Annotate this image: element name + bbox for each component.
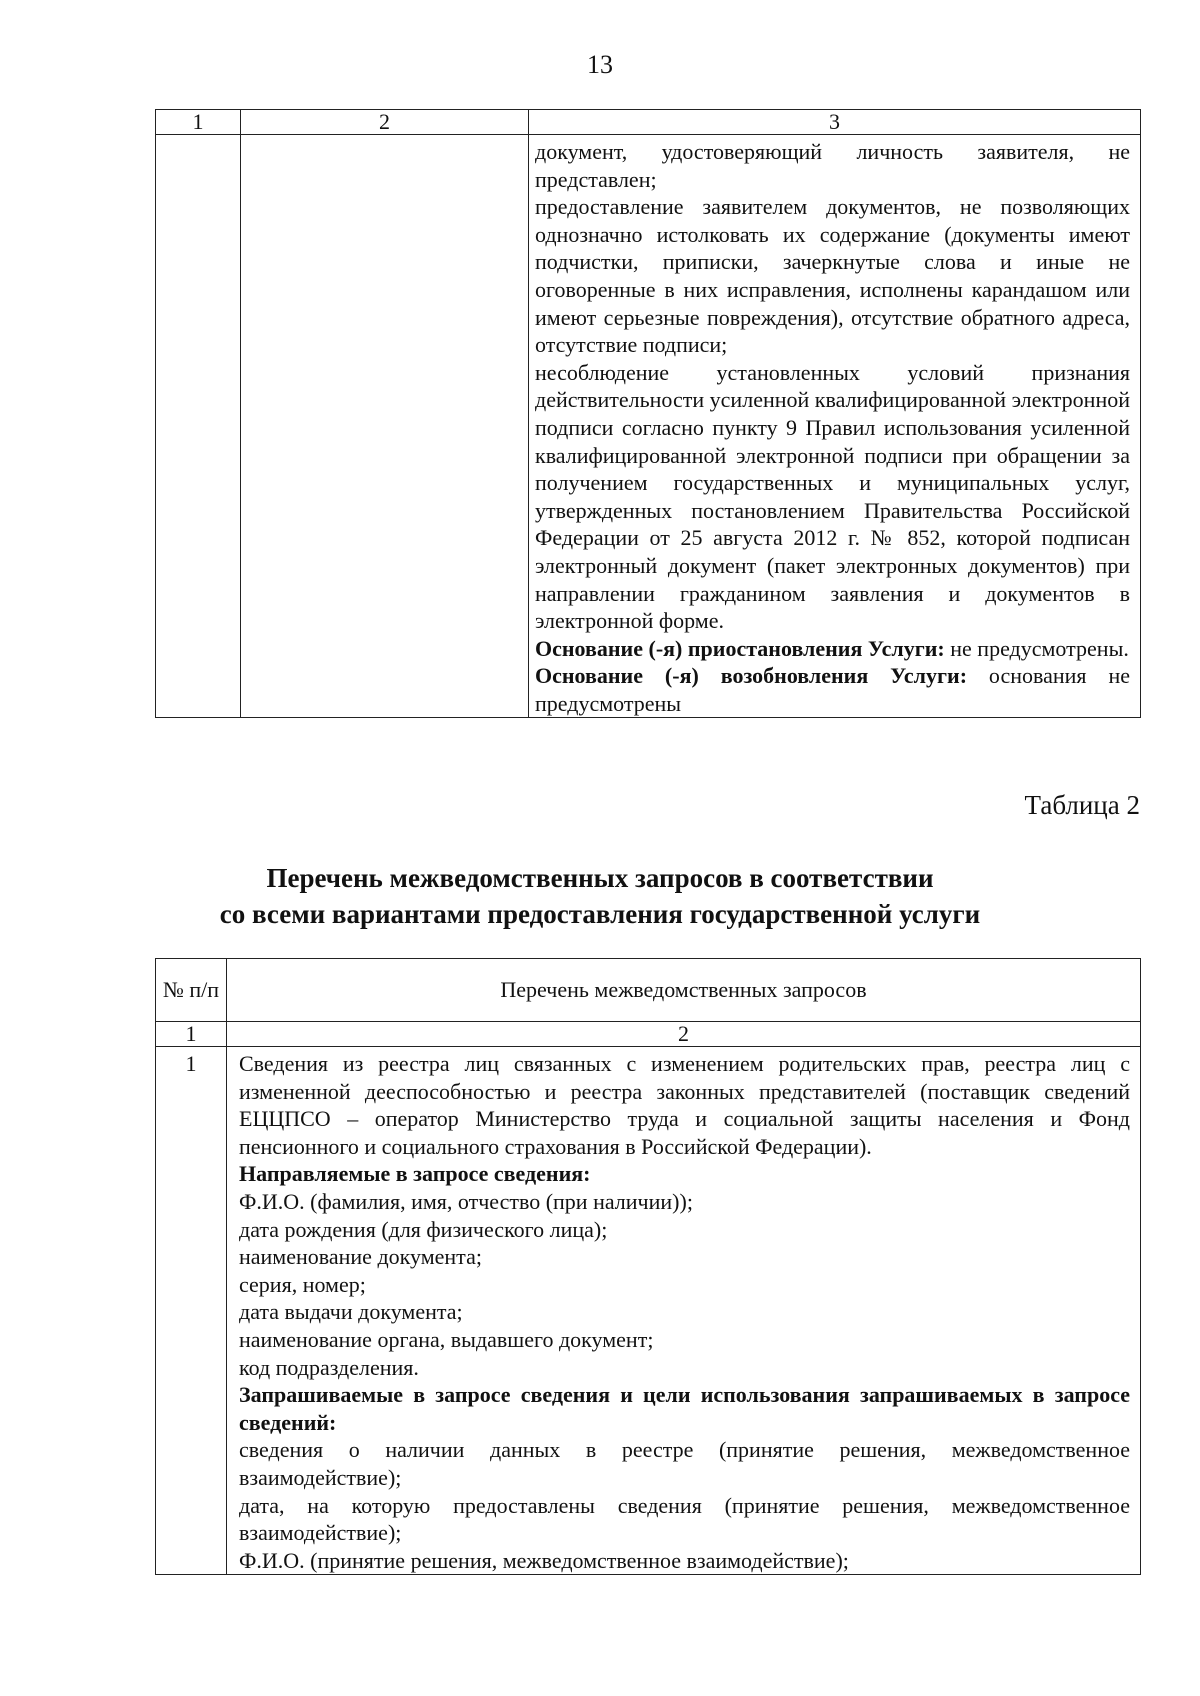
table2-index-1: 1 — [156, 1022, 227, 1047]
table1-col2-header: 2 — [241, 110, 529, 135]
resumption-basis-text: основания не предусмотрены — [535, 663, 1130, 716]
table1-cell2 — [241, 135, 529, 718]
sent-data-title — [239, 1160, 1130, 1188]
suspension-basis — [535, 635, 1130, 663]
table2-index-2: 2 — [227, 1022, 1141, 1047]
table1-col1-header: 1 — [156, 110, 241, 135]
table2-title — [0, 860, 1200, 932]
table2-title-line2: со всеми вариантами предоставления государственной услуги — [219, 899, 981, 929]
table2 — [155, 958, 1141, 1575]
table1-col3-header: 3 — [529, 110, 1141, 135]
list-item: сведения о наличии данных в реестре (принятие решения, межведомственное взаимодействие); — [239, 1437, 1130, 1490]
requested-data-title — [239, 1381, 1130, 1436]
list-item: дата, на которую предоставлены сведения (принятие решения, межведомственное взаимодействие); — [239, 1492, 1130, 1546]
list-item: дата рождения (для физического лица); — [239, 1216, 608, 1242]
refusal-reason-3: несоблюдение установленных условий признания действительности усиленной квалифицированной электронной подписи согласно пункту 9 Правил использования усиленной квалифицированной электронной подписи при обращении за получением государственных и муниципальных услуг, утвержденных постановлением Правительства Российской Федерации от 25 августа 2012 г. № 852, которой подписан электронный документ (пакет электронных документов) при направлении гражданином заявления и документов в электронной форме. — [535, 359, 1130, 634]
resumption-basis — [535, 662, 1130, 717]
resumption-basis-label: Основание (-я) возобновления Услуги: — [535, 663, 968, 689]
table1-continuation — [155, 109, 1141, 718]
list-item: Ф.И.О. (принятие решения, межведомственное взаимодействие); — [239, 1547, 849, 1573]
table1-cell3 — [529, 135, 1141, 718]
table2-title-line1: Перечень межведомственных запросов в соответствии — [266, 863, 934, 893]
table2-row1-content — [227, 1047, 1141, 1575]
table2-header-row — [156, 959, 1141, 1022]
table1-header-row — [156, 110, 1141, 135]
requested-data-title-text: Запрашиваемые в запросе сведения и цели использования запрашиваемых в запросе сведений: — [239, 1382, 1130, 1435]
refusal-reason-1: документ, удостоверяющий личность заявителя, не представлен; — [535, 139, 1130, 192]
list-item: наименование документа; — [239, 1244, 482, 1270]
table2-index-row — [156, 1022, 1141, 1047]
table-row — [156, 1047, 1141, 1575]
table2-row1-num: 1 — [156, 1047, 227, 1575]
table1-cell1 — [156, 135, 241, 718]
table1-row — [156, 135, 1141, 718]
page-number: 13 — [587, 50, 613, 79]
table2-header-main: Перечень межведомственных запросов — [227, 959, 1141, 1022]
refusal-reason-2: предоставление заявителем документов, не позволяющих однозначно истолковать их содержание (документы имеют подчистки, приписки, зачеркнутые слова и иные не оговоренные в них исправления, исполнены карандашом или имеют серьезные повреждения), отсутствие обратного адреса, отсутствие подписи; — [535, 194, 1130, 358]
suspension-basis-label: Основание (-я) приостановления Услуги: — [535, 635, 945, 661]
sent-data-title-text: Направляемые в запросе сведения: — [239, 1161, 591, 1187]
table2-label: Таблица 2 — [1024, 790, 1140, 820]
list-item: дата выдачи документа; — [239, 1299, 463, 1325]
request-description: Сведения из реестра лиц связанных с изменением родительских прав, реестра лиц с измененной дееспособностью и реестра законных представителей (поставщик сведений ЕЦЦПСО – оператор Министерство труда и социальной защиты населения и Фонд пенсионного и социального страхования в Российской Федерации). — [239, 1051, 1130, 1159]
table2-header-num: № п/п — [156, 959, 227, 1022]
suspension-basis-text: не предусмотрены. — [944, 635, 1129, 661]
list-item: наименование органа, выдавшего документ; — [239, 1326, 654, 1352]
list-item: серия, номер; — [239, 1271, 366, 1297]
list-item: Ф.И.О. (фамилия, имя, отчество (при наличии)); — [239, 1188, 693, 1214]
list-item: код подразделения. — [239, 1354, 419, 1380]
